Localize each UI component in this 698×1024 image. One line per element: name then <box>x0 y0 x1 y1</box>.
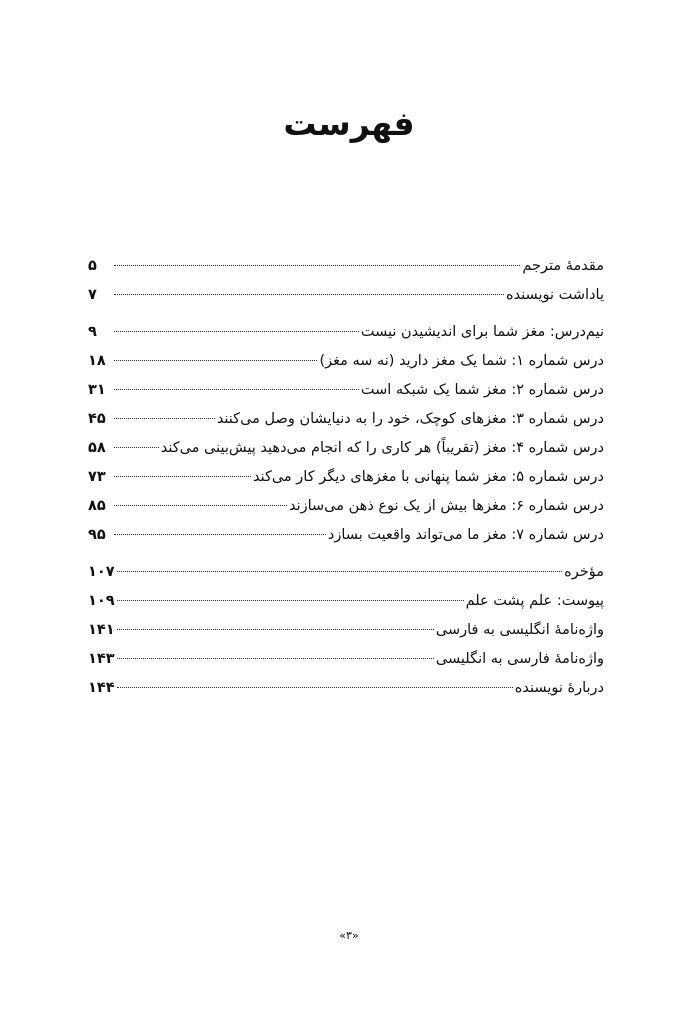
toc-entry-page: ۴۵ <box>88 411 106 427</box>
toc-entry-page: ۵۸ <box>88 440 106 456</box>
toc-entry-page: ۱۸ <box>88 353 106 369</box>
toc-entry-title: واژه‌نامهٔ فارسی به انگلیسی <box>435 651 604 667</box>
toc-entry <box>88 521 604 550</box>
toc-entry <box>88 405 604 434</box>
toc-entry-title: پیوست: علم پشت علم <box>465 593 604 609</box>
toc-dot-leader <box>117 571 563 572</box>
toc-entry-page: ۹۵ <box>88 527 106 543</box>
toc-entry-title: نیم‌درس: مغز شما برای اندیشیدن نیست <box>360 324 604 340</box>
toc-dot-leader <box>117 687 513 688</box>
page-number: «۳» <box>339 929 359 942</box>
toc-entry-title: یاداشت نویسنده <box>505 287 604 303</box>
toc-entry <box>88 492 604 521</box>
toc-entry <box>88 558 604 587</box>
toc-entry <box>88 463 604 492</box>
toc-entry <box>88 674 604 703</box>
toc-dot-leader <box>114 389 359 390</box>
toc-entry-title: مؤخره <box>564 564 604 580</box>
toc-dot-leader <box>114 505 287 506</box>
toc-entry <box>88 281 604 310</box>
toc-entry-title: دربارهٔ نویسنده <box>514 680 604 696</box>
toc-entry-page: ۱۴۱ <box>88 622 115 638</box>
toc-dot-leader <box>114 294 504 295</box>
toc-group-lessons <box>88 318 604 550</box>
page-title: فهرست <box>283 104 415 143</box>
table-of-contents <box>88 252 604 703</box>
toc-entry-page: ۸۵ <box>88 498 106 514</box>
toc-entry <box>88 434 604 463</box>
toc-entry-page: ۹ <box>88 324 97 340</box>
toc-dot-leader <box>114 360 317 361</box>
toc-dot-leader <box>114 331 359 332</box>
toc-dot-leader <box>117 658 434 659</box>
toc-dot-leader <box>117 600 464 601</box>
toc-group-front-matter <box>88 252 604 310</box>
toc-entry-title: درس شماره ۷: مغز ما می‌تواند واقعیت بسازد <box>327 527 604 543</box>
toc-entry-title: واژه‌نامهٔ انگلیسی به فارسی <box>435 622 604 638</box>
toc-entry-page: ۷۳ <box>88 469 106 485</box>
toc-dot-leader <box>114 534 326 535</box>
toc-entry <box>88 376 604 405</box>
toc-entry <box>88 587 604 616</box>
toc-entry-page: ۱۰۹ <box>88 593 115 609</box>
toc-dot-leader <box>114 418 215 419</box>
toc-entry <box>88 645 604 674</box>
toc-entry-page: ۳۱ <box>88 382 106 398</box>
toc-entry-page: ۱۰۷ <box>88 564 115 580</box>
toc-entry-title: مقدمهٔ مترجم <box>522 258 604 274</box>
toc-entry-title: درس شماره ۶: مغزها بیش از یک نوع ذهن می‌سازند <box>288 498 604 514</box>
toc-entry-page: ۵ <box>88 258 97 274</box>
toc-dot-leader <box>117 629 434 630</box>
toc-dot-leader <box>114 265 520 266</box>
toc-entry-page: ۱۴۴ <box>88 680 115 696</box>
toc-entry-title: درس شماره ۴: مغز (تقریباً) هر کاری را که انجام می‌دهید پیش‌بینی می‌کند <box>160 440 604 456</box>
toc-entry-title: درس شماره ۳: مغزهای کوچک، خود را به دنیایشان وصل می‌کنند <box>216 411 604 427</box>
toc-entry <box>88 252 604 281</box>
toc-entry <box>88 347 604 376</box>
toc-entry <box>88 616 604 645</box>
toc-dot-leader <box>114 476 251 477</box>
toc-dot-leader <box>114 447 159 448</box>
toc-entry-page: ۷ <box>88 287 97 303</box>
toc-entry <box>88 318 604 347</box>
toc-entry-title: درس شماره ۵: مغز شما پنهانی با مغزهای دیگر کار می‌کند <box>252 469 604 485</box>
toc-group-back-matter <box>88 558 604 703</box>
toc-entry-page: ۱۴۳ <box>88 651 115 667</box>
toc-entry-title: درس شماره ۲: مغز شما یک شبکه است <box>360 382 604 398</box>
toc-entry-title: درس شماره ۱: شما یک مغز دارید (نه سه مغز) <box>319 353 604 369</box>
